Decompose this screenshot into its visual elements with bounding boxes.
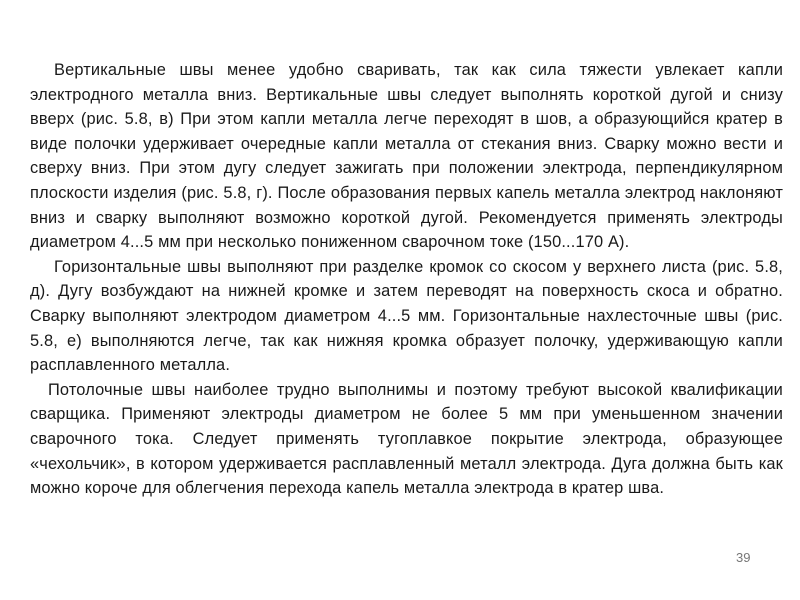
- paragraph-horizontal-welds: Горизонтальные швы выполняют при разделке кромок со скосом у верхнего листа (рис. 5.8, д). Дугу возбуждают на нижней кромке и затем переводят на поверхность скоса и обратно. Сварку выполняют электродом диаметром 4...5 мм. Горизонтальные нахлесточные швы (рис. 5.8, е) выполняются легче, так как нижняя кромка образует полочку, удерживающую капли расплавленного металла.: [30, 257, 783, 375]
- paragraph-overhead-welds: Потолочные швы наиболее трудно выполнимы и поэтому требуют высокой квалификации сварщика. Применяют электроды диаметром не более 5 мм при уменьшенном значении сварочного тока. Следует применять тугоплавкое покрытие электрода, образующее «чехольчик», в котором удерживается расплавленный металл электрода. Дуга должна быть как можно короче для облегчения перехода капель металла электрода в кратер шва.: [30, 380, 783, 498]
- paragraph-vertical-welds: Вертикальные швы менее удобно сваривать, так как сила тяжести увлекает капли электродного металла вниз. Вертикальные швы следует выполнять короткой дугой и снизу вверх (рис. 5.8, в) При этом капли металла легче переходят в шов, а образующийся кратер в виде полочки удерживает очередные капли металла от стекания вниз. Сварку можно вести и сверху вниз. При этом дугу следует зажигать при положении электрода, перпендикулярном плоскости изделия (рис. 5.8, г). После образования первых капель металла электрод наклоняют вниз и сварку выполняют возможно короткой дугой. Рекомендуется применять электроды диаметром 4...5 мм при несколько пониженном сварочном токе (150...170 А).: [30, 61, 783, 252]
- body-text: [30, 58, 783, 501]
- page-number: 39: [736, 550, 751, 565]
